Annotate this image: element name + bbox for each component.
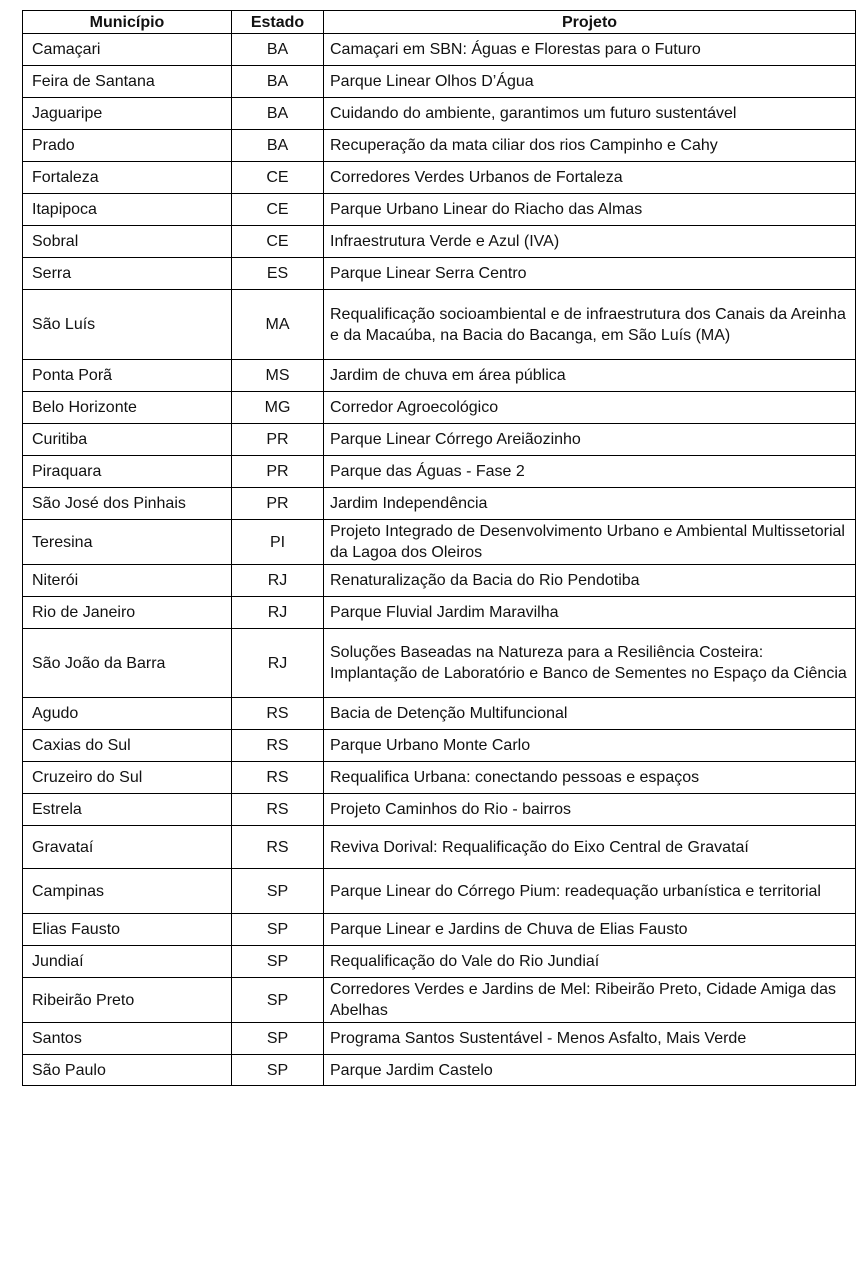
cell-projeto: Programa Santos Sustentável - Menos Asfalto, Mais Verde — [324, 1023, 856, 1055]
cell-projeto: Parque Linear do Córrego Pium: readequação urbanística e territorial — [324, 869, 856, 914]
projects-table — [22, 10, 856, 1086]
table-row — [23, 162, 856, 194]
table-row — [23, 360, 856, 392]
cell-estado: SP — [232, 1055, 324, 1086]
cell-municipio: Gravataí — [23, 826, 232, 869]
cell-projeto: Parque Linear Serra Centro — [324, 258, 856, 290]
table-row — [23, 869, 856, 914]
cell-estado: SP — [232, 946, 324, 978]
cell-estado: RS — [232, 698, 324, 730]
table-row — [23, 258, 856, 290]
cell-projeto: Soluções Baseadas na Natureza para a Resiliência Costeira: Implantação de Laboratório e Banco de Sementes no Espaço da Ciência — [324, 629, 856, 698]
cell-estado: RJ — [232, 629, 324, 698]
table-row — [23, 520, 856, 565]
cell-estado: SP — [232, 978, 324, 1023]
cell-municipio: Teresina — [23, 520, 232, 565]
cell-municipio: Jaguaripe — [23, 98, 232, 130]
cell-projeto: Renaturalização da Bacia do Rio Pendotiba — [324, 565, 856, 597]
table-row — [23, 914, 856, 946]
cell-estado: RS — [232, 730, 324, 762]
cell-projeto: Projeto Integrado de Desenvolvimento Urbano e Ambiental Multissetorial da Lagoa dos Oleiros — [324, 520, 856, 565]
cell-estado: RJ — [232, 565, 324, 597]
header-row — [23, 11, 856, 34]
cell-municipio: Prado — [23, 130, 232, 162]
table-header — [23, 11, 856, 34]
table-row — [23, 424, 856, 456]
cell-estado: MS — [232, 360, 324, 392]
cell-projeto: Requalificação socioambiental e de infraestrutura dos Canais da Areinha e da Macaúba, na Bacia do Bacanga, em São Luís (MA) — [324, 290, 856, 360]
cell-estado: BA — [232, 34, 324, 66]
table-row — [23, 488, 856, 520]
table-row — [23, 34, 856, 66]
cell-estado: BA — [232, 98, 324, 130]
cell-municipio: Niterói — [23, 565, 232, 597]
cell-municipio: Ponta Porã — [23, 360, 232, 392]
table-row — [23, 1055, 856, 1086]
cell-estado: SP — [232, 869, 324, 914]
cell-projeto: Cuidando do ambiente, garantimos um futuro sustentável — [324, 98, 856, 130]
cell-municipio: Fortaleza — [23, 162, 232, 194]
cell-municipio: Ribeirão Preto — [23, 978, 232, 1023]
table-row — [23, 456, 856, 488]
cell-municipio: Agudo — [23, 698, 232, 730]
cell-projeto: Jardim de chuva em área pública — [324, 360, 856, 392]
table-row — [23, 629, 856, 698]
cell-projeto: Parque Fluvial Jardim Maravilha — [324, 597, 856, 629]
cell-estado: CE — [232, 226, 324, 258]
cell-estado: SP — [232, 1023, 324, 1055]
cell-projeto: Corredor Agroecológico — [324, 392, 856, 424]
cell-estado: PR — [232, 456, 324, 488]
cell-municipio: São José dos Pinhais — [23, 488, 232, 520]
cell-estado: PR — [232, 424, 324, 456]
cell-estado: RS — [232, 762, 324, 794]
table-row — [23, 826, 856, 869]
cell-estado: MG — [232, 392, 324, 424]
cell-estado: RS — [232, 826, 324, 869]
table-body — [23, 34, 856, 1086]
cell-municipio: Elias Fausto — [23, 914, 232, 946]
cell-estado: PI — [232, 520, 324, 565]
table-row — [23, 978, 856, 1023]
cell-municipio: Belo Horizonte — [23, 392, 232, 424]
cell-municipio: Estrela — [23, 794, 232, 826]
cell-projeto: Requalifica Urbana: conectando pessoas e espaços — [324, 762, 856, 794]
cell-projeto: Infraestrutura Verde e Azul (IVA) — [324, 226, 856, 258]
table-row — [23, 597, 856, 629]
cell-projeto: Parque Linear Córrego Areiãozinho — [324, 424, 856, 456]
table-row — [23, 98, 856, 130]
cell-municipio: Santos — [23, 1023, 232, 1055]
cell-municipio: Camaçari — [23, 34, 232, 66]
cell-projeto: Parque Linear Olhos D’Água — [324, 66, 856, 98]
cell-municipio: Piraquara — [23, 456, 232, 488]
header-municipio: Município — [23, 11, 232, 34]
table-row — [23, 946, 856, 978]
cell-projeto: Recuperação da mata ciliar dos rios Campinho e Cahy — [324, 130, 856, 162]
cell-projeto: Jardim Independência — [324, 488, 856, 520]
cell-projeto: Reviva Dorival: Requalificação do Eixo Central de Gravataí — [324, 826, 856, 869]
cell-estado: SP — [232, 914, 324, 946]
cell-projeto: Requalificação do Vale do Rio Jundiaí — [324, 946, 856, 978]
cell-estado: BA — [232, 130, 324, 162]
cell-estado: CE — [232, 194, 324, 226]
table-row — [23, 698, 856, 730]
cell-municipio: Itapipoca — [23, 194, 232, 226]
table-row — [23, 290, 856, 360]
table-row — [23, 392, 856, 424]
table-row — [23, 565, 856, 597]
cell-municipio: Caxias do Sul — [23, 730, 232, 762]
cell-municipio: Serra — [23, 258, 232, 290]
table-row — [23, 762, 856, 794]
cell-estado: ES — [232, 258, 324, 290]
cell-projeto: Corredores Verdes Urbanos de Fortaleza — [324, 162, 856, 194]
cell-municipio: Curitiba — [23, 424, 232, 456]
cell-projeto: Parque das Águas - Fase 2 — [324, 456, 856, 488]
cell-municipio: São Luís — [23, 290, 232, 360]
cell-projeto: Camaçari em SBN: Águas e Florestas para o Futuro — [324, 34, 856, 66]
table-row — [23, 730, 856, 762]
cell-projeto: Projeto Caminhos do Rio - bairros — [324, 794, 856, 826]
cell-municipio: Jundiaí — [23, 946, 232, 978]
cell-estado: BA — [232, 66, 324, 98]
cell-municipio: Feira de Santana — [23, 66, 232, 98]
table-row — [23, 1023, 856, 1055]
table-row — [23, 130, 856, 162]
cell-projeto: Parque Linear e Jardins de Chuva de Elias Fausto — [324, 914, 856, 946]
cell-municipio: São Paulo — [23, 1055, 232, 1086]
cell-estado: PR — [232, 488, 324, 520]
cell-municipio: Rio de Janeiro — [23, 597, 232, 629]
cell-estado: RJ — [232, 597, 324, 629]
cell-projeto: Bacia de Detenção Multifuncional — [324, 698, 856, 730]
projects-table-container — [22, 10, 856, 1086]
table-row — [23, 794, 856, 826]
cell-municipio: São João da Barra — [23, 629, 232, 698]
cell-municipio: Cruzeiro do Sul — [23, 762, 232, 794]
cell-projeto: Corredores Verdes e Jardins de Mel: Ribeirão Preto, Cidade Amiga das Abelhas — [324, 978, 856, 1023]
cell-projeto: Parque Jardim Castelo — [324, 1055, 856, 1086]
cell-estado: CE — [232, 162, 324, 194]
table-row — [23, 226, 856, 258]
header-projeto: Projeto — [324, 11, 856, 34]
table-row — [23, 194, 856, 226]
cell-municipio: Sobral — [23, 226, 232, 258]
cell-estado: MA — [232, 290, 324, 360]
cell-estado: RS — [232, 794, 324, 826]
cell-projeto: Parque Urbano Linear do Riacho das Almas — [324, 194, 856, 226]
cell-projeto: Parque Urbano Monte Carlo — [324, 730, 856, 762]
header-estado: Estado — [232, 11, 324, 34]
cell-municipio: Campinas — [23, 869, 232, 914]
table-row — [23, 66, 856, 98]
